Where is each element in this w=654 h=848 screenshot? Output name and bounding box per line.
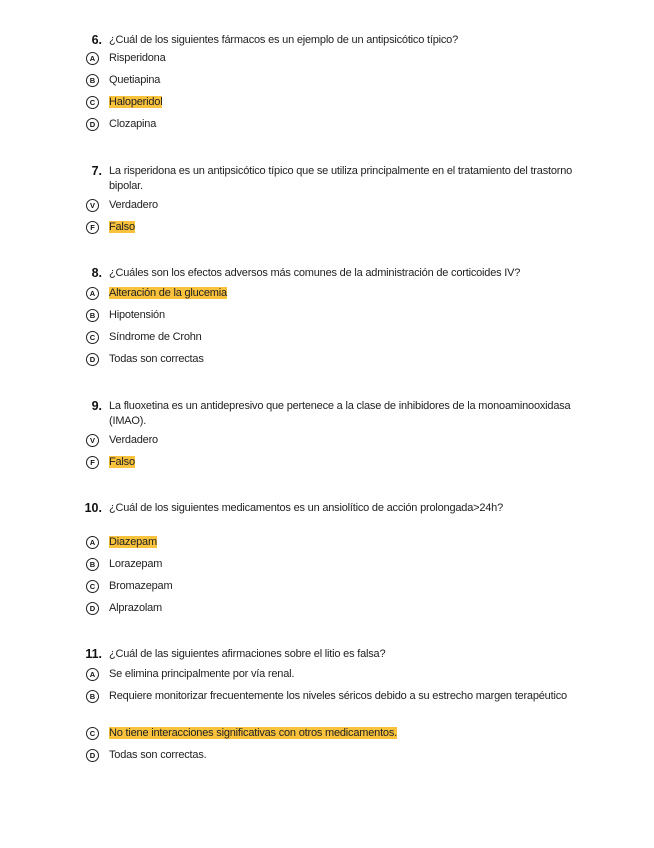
option-letter-badge: B (86, 309, 99, 322)
option-11-d[interactable] (86, 749, 606, 765)
option-letter-badge: D (86, 118, 99, 131)
option-letter-badge: C (86, 96, 99, 109)
option-letter-badge: A (86, 536, 99, 549)
option-letter-badge: V (86, 434, 99, 447)
option-letter-badge: C (86, 331, 99, 344)
option-letter-badge: V (86, 199, 99, 212)
option-text: Bromazepam (109, 580, 173, 592)
option-8-d[interactable] (86, 353, 606, 369)
option-text: Hipotensión (109, 309, 165, 321)
option-7-v[interactable] (86, 199, 606, 215)
question-text: La fluoxetina es un antidepresivo que pertenece a la clase de inhibidores de la monoaminooxidasa (IMAO). (109, 400, 571, 427)
option-letter-badge: D (86, 749, 99, 762)
option-text-highlighted: No tiene interacciones significativas con otros medicamentos. (109, 727, 398, 739)
option-text-highlighted: Alteración de la glucemia (109, 287, 227, 299)
option-10-c[interactable] (86, 580, 606, 596)
option-text: Síndrome de Crohn (109, 331, 202, 343)
option-text-highlighted: Falso (109, 221, 135, 233)
option-9-f[interactable] (86, 456, 606, 472)
option-6-a[interactable] (86, 52, 606, 68)
question-text: ¿Cuál de los siguientes medicamentos es un ansiolítico de acción prolongada>24h? (109, 502, 504, 514)
option-letter-badge: F (86, 456, 99, 469)
option-letter-badge: C (86, 580, 99, 593)
option-letter-badge: A (86, 287, 99, 300)
option-text: Risperidona (109, 52, 166, 64)
option-6-c[interactable] (86, 96, 606, 112)
option-9-v[interactable] (86, 434, 606, 450)
question-text: ¿Cuál de los siguientes fármacos es un ejemplo de un antipsicótico típico? (109, 34, 459, 46)
option-letter-badge: D (86, 602, 99, 615)
option-6-d[interactable] (86, 118, 606, 134)
option-letter-badge: B (86, 74, 99, 87)
option-text: Se elimina principalmente por vía renal. (109, 668, 295, 680)
option-8-a[interactable] (86, 287, 606, 303)
option-11-b[interactable] (86, 690, 606, 706)
option-letter-badge: B (86, 690, 99, 703)
option-text: Clozapina (109, 118, 157, 130)
option-10-d[interactable] (86, 602, 606, 618)
option-letter-badge: F (86, 221, 99, 234)
option-text-highlighted: Haloperidol (109, 96, 163, 108)
option-letter-badge: B (86, 558, 99, 571)
option-10-a[interactable] (86, 536, 606, 552)
question-number: 6. (91, 33, 102, 47)
option-text: Todas son correctas. (109, 749, 207, 761)
option-text: Requiere monitorizar frecuentemente los niveles séricos debido a su estrecho margen terapéutico (109, 690, 567, 702)
question-number: 7. (91, 164, 102, 178)
option-text: Verdadero (109, 434, 158, 446)
option-7-f[interactable] (86, 221, 606, 237)
option-letter-badge: A (86, 52, 99, 65)
option-11-c[interactable] (86, 727, 606, 743)
option-11-a[interactable] (86, 668, 606, 684)
question-number: 8. (91, 266, 102, 280)
option-text-highlighted: Diazepam (109, 536, 157, 548)
option-letter-badge: D (86, 353, 99, 366)
option-text-highlighted: Falso (109, 456, 135, 468)
option-text: Alprazolam (109, 602, 163, 614)
option-text: Todas son correctas (109, 353, 204, 365)
option-letter-badge: C (86, 727, 99, 740)
option-8-b[interactable] (86, 309, 606, 325)
question-text: ¿Cuáles son los efectos adversos más comunes de la administración de corticoides IV? (109, 267, 521, 279)
option-text: Quetiapina (109, 74, 161, 86)
option-text: Verdadero (109, 199, 158, 211)
question-number: 10. (84, 501, 102, 515)
option-10-b[interactable] (86, 558, 606, 574)
option-letter-badge: A (86, 668, 99, 681)
question-text: La risperidona es un antipsicótico típico que se utiliza principalmente en el tratamiento del trastorno bipolar. (109, 165, 573, 192)
option-6-b[interactable] (86, 74, 606, 90)
option-text: Lorazepam (109, 558, 163, 570)
option-8-c[interactable] (86, 331, 606, 347)
question-text: ¿Cuál de las siguientes afirmaciones sobre el litio es falsa? (109, 648, 386, 660)
question-number: 11. (85, 647, 102, 661)
question-number: 9. (91, 399, 102, 413)
